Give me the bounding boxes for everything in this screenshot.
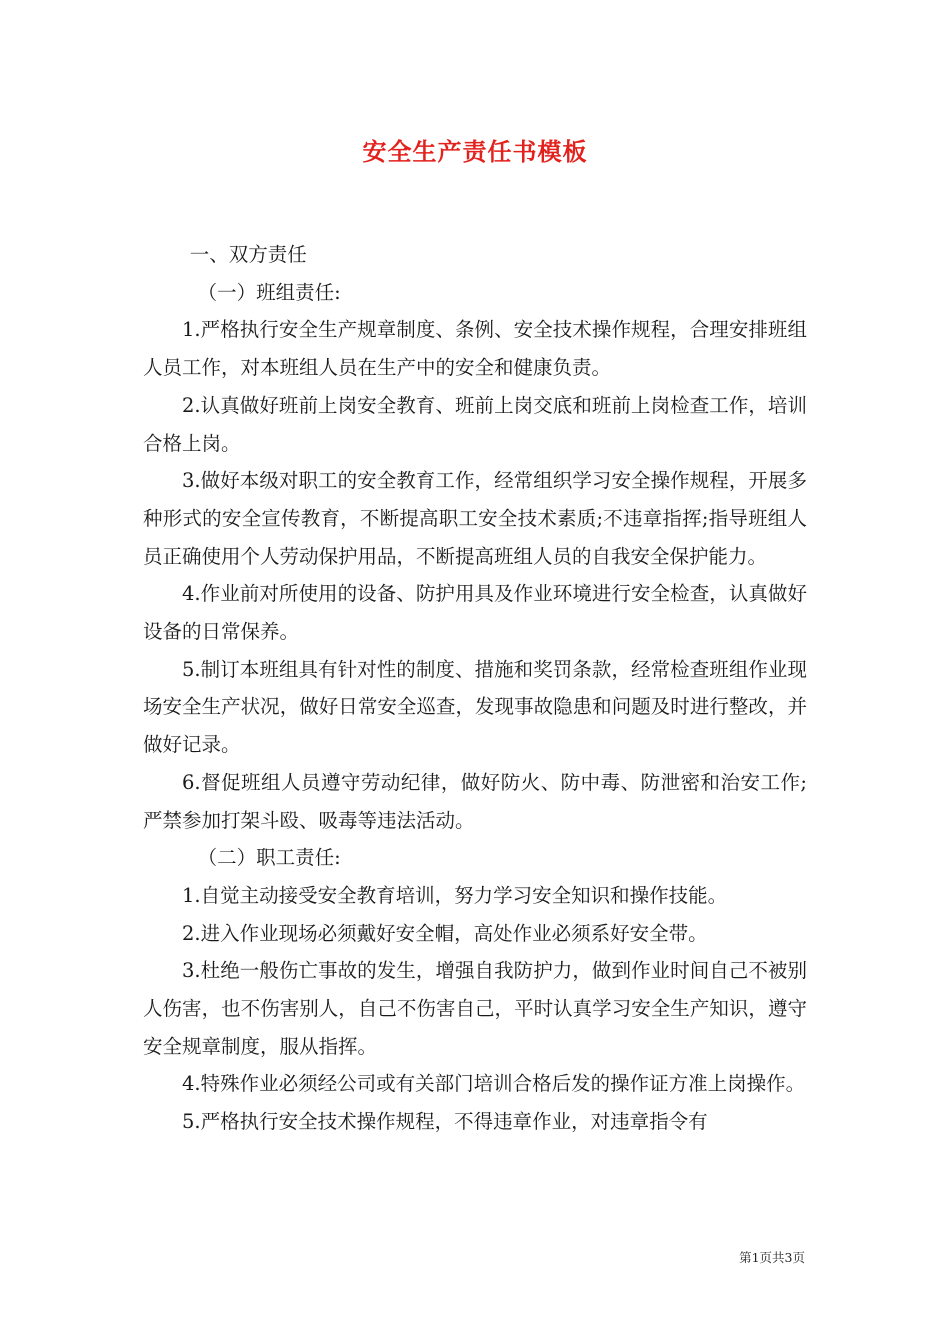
staff-item-3: 3.杜绝一般伤亡事故的发生，增强自我防护力，做到作业时间自己不被别人伤害，也不伤害别人，自己不伤害自己，平时认真学习安全生产知识，遵守安全规章制度，服从指挥。 (143, 959, 807, 1058)
staff-item-1: 1.自觉主动接受安全教育培训，努力学习安全知识和操作技能。 (182, 883, 728, 907)
staff-item-5: 5.严格执行安全技术操作规程，不得违章作业，对违章指令有 (182, 1110, 708, 1134)
subsection-heading-staff: （二）职工责任: (197, 846, 341, 870)
staff-item-2: 2.进入作业现场必须戴好安全帽，高处作业必须系好安全带。 (182, 921, 708, 945)
team-item-3: 3.做好本级对职工的安全教育工作，经常组织学习安全操作规程，开展多种形式的安全宣传教育，不断提高职工安全技术素质;不违章指挥;指导班组人员正确使用个人劳动保护用品，不断提高班组人员的自我安全保护能力。 (143, 469, 807, 568)
section-heading: 一、双方责任 (189, 243, 307, 266)
team-item-4: 4.作业前对所使用的设备、防护用具及作业环境进行安全检查，认真做好设备的日常保养。 (143, 582, 807, 644)
page-number: 第1页共3页 (739, 1250, 805, 1265)
staff-item-4: 4.特殊作业必须经公司或有关部门培训合格后发的操作证方准上岗操作。 (182, 1072, 806, 1096)
team-item-5: 5.制订本班组具有针对性的制度、措施和奖罚条款，经常检查班组作业现场安全生产状况，做好日常安全巡查，发现事故隐患和问题及时进行整改，并做好记录。 (143, 657, 807, 757)
subsection-heading-team: （一）班组责任: (197, 280, 341, 304)
team-item-1: 1.严格执行安全生产规章制度、条例、安全技术操作规程，合理安排班组人员工作，对本班组人员在生产中的安全和健康负责。 (143, 318, 807, 380)
document-body (143, 236, 807, 1141)
team-item-6: 6.督促班组人员遵守劳动纪律，做好防火、防中毒、防泄密和治安工作;严禁参加打架斗殴、吸毒等违法活动。 (143, 770, 807, 832)
team-item-2: 2.认真做好班前上岗安全教育、班前上岗交底和班前上岗检查工作，培训合格上岗。 (143, 393, 807, 455)
document-title: 安全生产责任书模板 (362, 137, 588, 166)
